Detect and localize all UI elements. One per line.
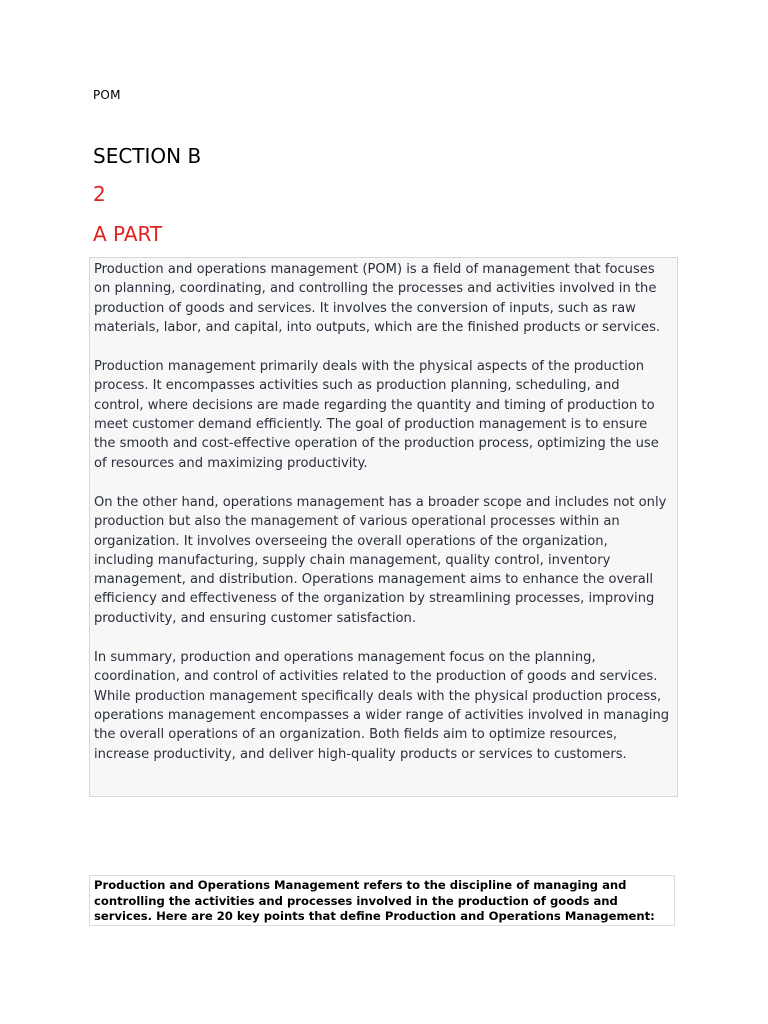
answer-paragraph-3: On the other hand, operations management has a broader scope and includes not only production but also the management of various operational processes within an organization. It involves overseeing the overall operations of the organization, including manufacturing, supply chain management, quality control, inventory management, and distribution. Operations management aims to enhance the overall efficiency and effectiveness of the organization by streamlining processes, improving productivity, and ensuring customer satisfaction. — [94, 494, 667, 626]
answer-paragraph-4: In summary, production and operations management focus on the planning, coordination, and control of activities related to the production of goods and services. While production management specifically deals with the physical production process, operations management encompasses a wider range of activities involved in managing the overall operations of an organization. Both fields aim to optimize resources, increase productivity, and deliver high-quality products or services to customers. — [94, 650, 670, 762]
answer-paragraph-1: Production and operations management (POM) is a field of management that focuses on planning, coordinating, and controlling the processes and activities involved in the production of goods and services. It involves the conversion of inputs, such as raw materials, labor, and capital, into outputs, which are the finished products or services. — [94, 262, 661, 335]
intro-text: Production and Operations Management refers to the discipline of managing and controlling the activities and processes involved in the production of goods and services. Here are 20 key points that define Production and Operations Management: — [94, 878, 655, 924]
section-heading: SECTION B — [93, 144, 202, 168]
intro-box — [89, 875, 675, 926]
answer-box — [89, 257, 678, 797]
part-heading: A PART — [93, 222, 163, 246]
question-number: 2 — [93, 182, 106, 206]
header-label: POM — [93, 88, 121, 102]
answer-paragraph-2: Production management primarily deals with the physical aspects of the production process. It encompasses activities such as production planning, scheduling, and control, where decisions are made regarding the quantity and timing of production to meet customer demand efficiently. The goal of production management is to ensure the smooth and cost-effective operation of the production process, optimizing the use of resources and maximizing productivity. — [94, 359, 659, 471]
